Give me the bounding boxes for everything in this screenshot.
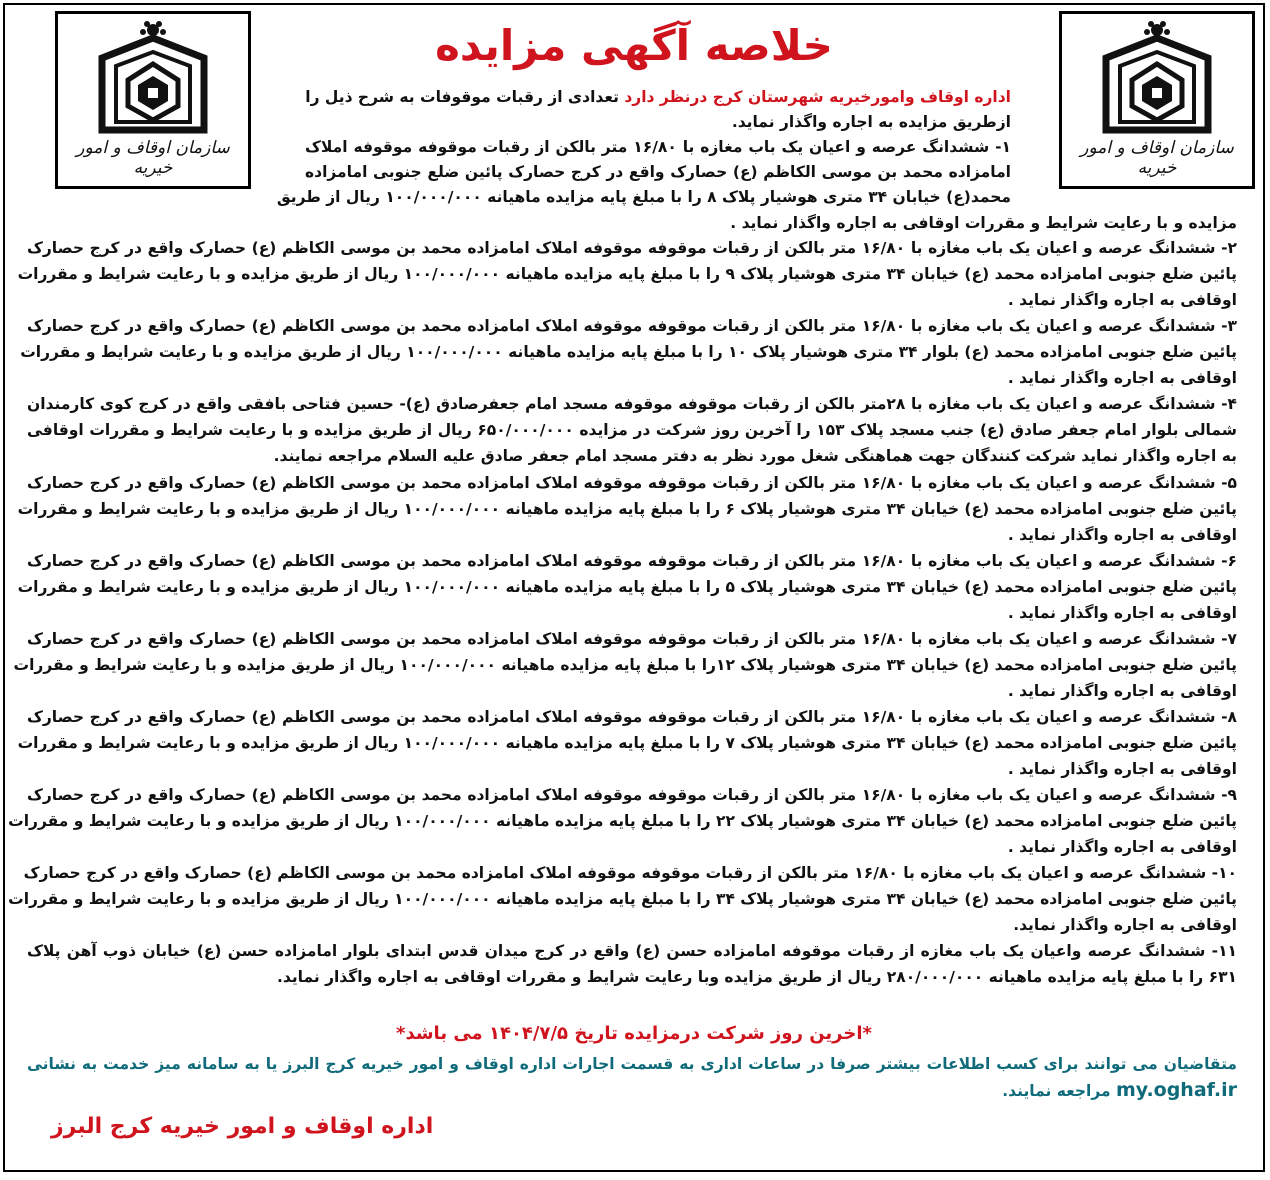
last-day-notice: *اخرین روز شرکت درمزایده تاریخ ۱۴۰۴/۷/۵ می باشد* <box>396 1023 872 1044</box>
notice-title: خلاصه آگهی مزایده <box>435 21 833 70</box>
item-1-line: امامزاده محمد بن موسی الکاظم (ع) حصارک واقع در کرج حصارک پائین ضلع جنوبی امامزاده <box>305 163 1011 181</box>
item-line-start: ۶- ششدانگ عرصه و اعیان یک باب مغازه با ۱۶/۸۰ متر بالکن از رقبات موقوفه موقوفه املاک امامزاده محمد بن موسی الکاظم (ع) حصارک واقع در کرج حصارک <box>27 551 1237 570</box>
item-line-start: ۸- ششدانگ عرصه و اعیان یک باب مغازه با ۱۶/۸۰ متر بالکن از رقبات موقوفه موقوفه املاک امامزاده محمد بن موسی الکاظم (ع) حصارک واقع در کرج حصارک <box>27 707 1237 726</box>
item-line: اوقافی به اجاره واگذار نماید . <box>1007 603 1237 622</box>
item-line: اوقافی به اجاره واگذار نماید . <box>1007 369 1237 388</box>
service-url[interactable]: my.oghaf.ir <box>1116 1079 1237 1101</box>
item-line-start: ۷- ششدانگ عرصه و اعیان یک باب مغازه با ۱۶/۸۰ متر بالکن از رقبات موقوفه موقوفه املاک امامزاده محمد بن موسی الکاظم (ع) حصارک واقع در کرج حصارک <box>27 629 1237 648</box>
item-line: پائین ضلع جنوبی امامزاده محمد (ع) خیابان ۳۴ متری هوشیار پلاک ۱۲را با مبلغ پایه مزایده ماهیانه ۱۰۰/۰۰۰/۰۰۰ ریال از طریق مزایده و با رعایت شرایط و مقررات <box>13 655 1237 674</box>
org-name: اداره اوقاف وامورخیریه شهرستان کرج درنظر دارد <box>624 88 1011 106</box>
logo-caption: سازمان اوقاف و امور خیریه <box>1080 138 1234 178</box>
signature: اداره اوقاف و امور خیریه کرج البرز <box>51 1114 434 1139</box>
intro-line <box>305 85 1011 110</box>
logo-caption: سازمان اوقاف و امور خیریه <box>76 138 230 178</box>
auction-notice <box>3 3 1265 1172</box>
item-line-start: ۹- ششدانگ عرصه و اعیان یک باب مغازه با ۱۶/۸۰ متر بالکن از رقبات موقوفه موقوفه املاک امامزاده محمد بن موسی الکاظم (ع) حصارک واقع در کرج حصارک <box>27 786 1237 805</box>
item-line-start: ۳- ششدانگ عرصه و اعیان یک باب مغازه با ۱۶/۸۰ متر بالکن از رقبات موقوفه موقوفه املاک امامزاده محمد بن موسی الکاظم (ع) حصارک واقع در کرج حصارک <box>27 317 1237 336</box>
item-line: پائین ضلع جنوبی امامزاده محمد (ع) خیابان ۳۴ متری هوشیار پلاک ۳۴ را با مبلغ پایه مزایده ماهیانه ۱۰۰/۰۰۰/۰۰۰ ریال از طریق مزایده و با رعایت شرایط و مقررات <box>8 890 1237 909</box>
item-1-line: مزایده و با رعایت شرایط و مقررات اوقافی به اجاره واگذار نماید . <box>730 214 1237 232</box>
item-line: اوقافی به اجاره واگذار نماید . <box>1007 525 1237 544</box>
item-1-line: محمد(ع) خیابان ۳۴ متری هوشیار پلاک ۸ را با مبلغ پایه مزایده ماهیانه ۱۰۰/۰۰۰/۰۰۰ ریال از طریق <box>276 188 1011 206</box>
item-line-start: ۵- ششدانگ عرصه و اعیان یک باب مغازه با ۱۶/۸۰ متر بالکن از رقبات موقوفه موقوفه املاک امامزاده محمد بن موسی الکاظم (ع) حصارک واقع در کرج حصارک <box>27 473 1237 492</box>
item-line: پائین ضلع جنوبی امامزاده محمد (ع) خیابان ۳۴ متری هوشیار پلاک ۵ را با مبلغ پایه مزایده ماهیانه ۱۰۰/۰۰۰/۰۰۰ ریال از طریق مزایده و با رعایت شرایط و مقررات <box>17 577 1237 596</box>
logo-box-right <box>1059 11 1255 189</box>
item-line: پائین ضلع جنوبی امامزاده محمد (ع) خیابان ۳۴ متری هوشیار پلاک ۶ را با مبلغ پایه مزایده ماهیانه ۱۰۰/۰۰۰/۰۰۰ ریال از طریق مزایده و با رعایت شرایط و مقررات <box>17 499 1237 518</box>
contact-line-2 <box>27 1078 1237 1104</box>
item-line: پائین ضلع جنوبی امامزاده محمد (ع) خیابان ۳۴ متری هوشیار پلاک ۲۲ را با مبلغ پایه مزایده ماهیانه ۱۰۰/۰۰۰/۰۰۰ ریال از طریق مزایده و با رعایت شرایط و مقررات <box>8 812 1237 831</box>
contact-line: متقاضیان می توانند برای کسب اطلاعات بیشتر صرفا در ساعات اداری به قسمت اجارات اداره اوقاف و امور خیریه کرج البرز یا به سامانه میز خدمت به نشانی <box>27 1055 1237 1073</box>
oghaf-emblem-icon <box>70 18 236 136</box>
oghaf-emblem-icon <box>1074 18 1240 136</box>
item-line-start: ۱۱- ششدانگ عرصه واعیان یک باب مغازه از رقبات موقوفه امامزاده حسن (ع) واقع در کرج میدان قدس ابتدای بلوار امامزاده حسن (ع) خیابان ذوب آهن پلاک <box>27 942 1237 961</box>
item-line: شمالی بلوار امام جعفر صادق (ع) جنب مسجد پلاک ۱۵۳ را آخرین روز شرکت در مزایده ۶۵۰/۰۰۰/۰۰۰ ریال از طریق مزایده و با رعایت شرایط و مقررات اوقافی <box>27 421 1238 440</box>
item-line: پائین ضلع جنوبی امامزاده محمد (ع) خیابان ۳۴ متری هوشیار پلاک ۹ را با مبلغ پایه مزایده ماهیانه ۱۰۰/۰۰۰/۰۰۰ ریال از طریق مزایده و با رعایت شرایط و مقررات <box>17 265 1237 284</box>
intro-line-2: ازطریق مزایده به اجاره واگذار نماید. <box>731 113 1011 131</box>
item-line-start: ۱۰- ششدانگ عرصه و اعیان یک باب مغازه با ۱۶/۸۰ متر بالکن از رقبات موقوفه موقوفه املاک امامزاده محمد بن موسی الکاظم (ع) حصارک واقع در کرج حصارک <box>23 864 1237 883</box>
item-line: اوقافی به اجاره واگذار نماید . <box>1007 760 1237 778</box>
item-line: به اجاره واگذار نماید شرکت کنندگان جهت هماهنگی شغل مورد نظر به دفتر مسجد امام جعفر صادق علیه السلام مراجعه نمایند. <box>273 447 1237 466</box>
item-line: پائین ضلع جنوبی امامزاده محمد (ع) خیابان ۳۴ متری هوشیار پلاک ۷ را با مبلغ پایه مزایده ماهیانه ۱۰۰/۰۰۰/۰۰۰ ریال از طریق مزایده و با رعایت شرایط و مقررات <box>17 734 1237 752</box>
item-1-line: ۱- ششدانگ عرصه و اعیان یک باب مغازه با ۱۶/۸۰ متر بالکن از رقبات موقوفه موقوفه املاک <box>305 138 1011 156</box>
intro-text: تعدادی از رقبات موقوفات به شرح ذیل را <box>305 88 619 106</box>
contact-line-2-text: مراجعه نمایند. <box>1002 1082 1111 1100</box>
item-line-start: ۲- ششدانگ عرصه و اعیان یک باب مغازه با ۱۶/۸۰ متر بالکن از رقبات موقوفه موقوفه املاک امامزاده محمد بن موسی الکاظم (ع) حصارک واقع در کرج حصارک <box>27 239 1237 257</box>
item-line: پائین ضلع جنوبی امامزاده محمد (ع) بلوار ۳۴ متری هوشیار پلاک ۱۰ را با مبلغ پایه مزایده ماهیانه ۱۰۰/۰۰۰/۰۰۰ ریال از طریق مزایده و با رعایت شرایط و مقررات <box>20 343 1237 362</box>
item-line: اوقافی به اجاره واگذار نماید . <box>1007 681 1237 700</box>
item-line: اوقافی به اجاره واگذار نماید . <box>1007 291 1237 310</box>
logo-box-left <box>55 11 251 189</box>
item-line: ۶۳۱ را با مبلغ پایه مزایده ماهیانه ۲۸۰/۰۰۰/۰۰۰ ریال از طریق مزایده وبا رعایت شرایط و مقررات اوقافی به اجاره واگذار نماید. <box>276 968 1237 987</box>
item-line: اوقافی به اجاره واگذار نماید . <box>1007 838 1237 857</box>
item-line: اوقافی به اجاره واگذار نماید. <box>1013 916 1237 935</box>
item-line-start: ۴- ششدانگ عرصه و اعیان یک باب مغازه با ۲۸متر بالکن از رقبات موقوفه موقوفه مسجد امام جعفرصادق (ع)- حسین فتاحی بافقی واقع در کرج کوی کارمندان <box>27 395 1237 414</box>
